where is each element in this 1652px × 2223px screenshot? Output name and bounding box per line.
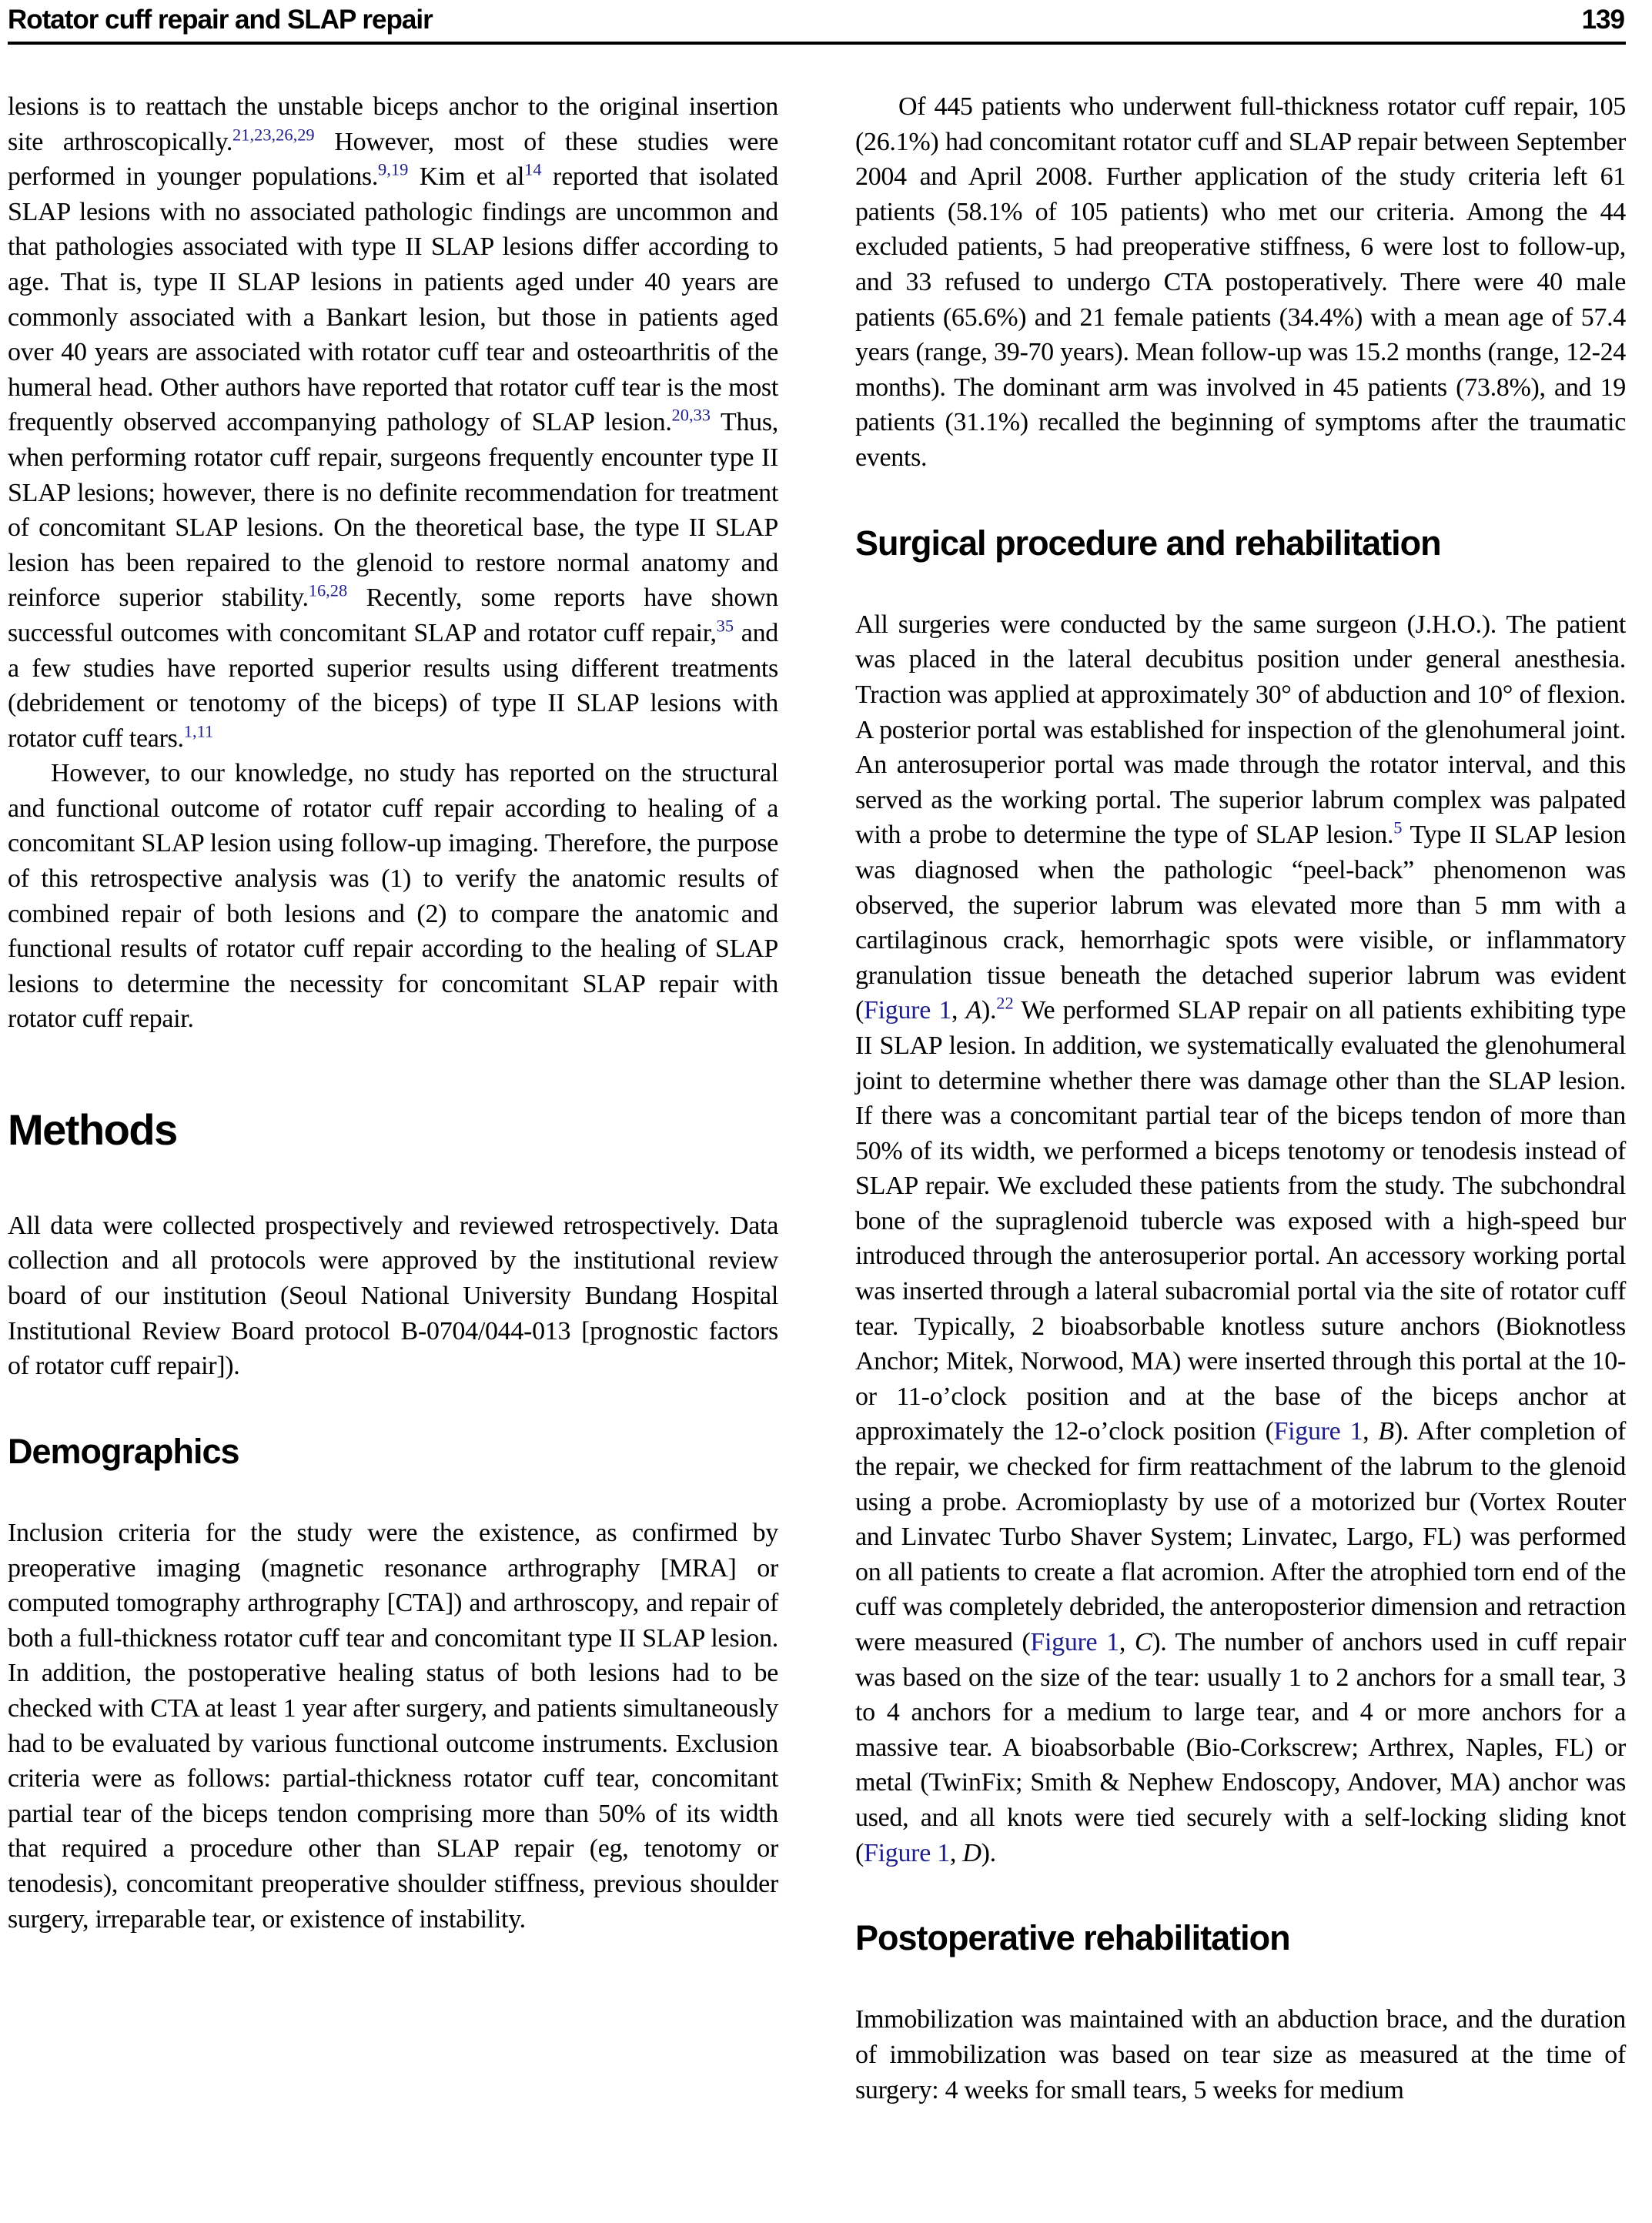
postoperative-rehabilitation-paragraph [855, 2002, 1626, 2108]
reference-superscript-link[interactable]: 20,33 [671, 406, 711, 426]
body-text: All surgeries were conducted by the same surgeon (J.H.O.). The patient was placed in the lateral decubitus position under general anesthesia. Traction was applied at approximately 30° of abduction and 10° of flexion. A posterior portal was established for inspection of the glenohumeral joint. An anterosuperior portal was made through the rotator interval, and this served as the working portal. The superior labrum complex was palpated with a probe to determine the type of SLAP lesion. [855, 610, 1626, 850]
figure-panel-letter: C [1134, 1628, 1152, 1656]
reference-superscript-link[interactable]: 22 [996, 993, 1014, 1013]
body-text: However, to our knowledge, no study has reported on the structural and functional outcome of rotator cuff repair according to healing of a concomitant SLAP lesion using follow-up imaging. Therefore, the purpose of this retrospective analysis was (1) to verify the anatomic results of combined repair of both lesions and (2) to compare the anatomic and functional results of rotator cuff repair according to the healing of SLAP lesions to determine the necessity for concomitant SLAP repair with rotator cuff repair. [8, 759, 778, 1034]
running-head-title: Rotator cuff repair and SLAP repair [8, 5, 433, 35]
body-text: Of 445 patients who underwent full-thickness rotator cuff repair, 105 (26.1%) had concomitant rotator cuff and SLAP repair between September 2004 and April 2008. Further application of the study criteria left 61 patients (58.1% of 105 patients) who met our criteria. Among the 44 excluded patients, 5 had preoperative stiffness, 6 were lost to follow-up, and 33 refused to undergo CTA postoperatively. There were 40 male patients (65.6%) and 21 female patients (34.4%) with a mean age of 57.4 years (range, 39-70 years). Mean follow-up was 15.2 months (range, 12-24 months). The dominant arm was involved in 45 patients (73.8%), and 19 patients (31.1%) recalled the beginning of symptoms after the traumatic events. [855, 92, 1626, 472]
body-text: reported that isolated SLAP lesions with no associated pathologic findings are uncommon and that pathologies associated with type II SLAP lesions differ according to age. That is, type II SLAP lesions in patients aged under 40 years are commonly associated with a Bankart lesion, but those in patients aged over 40 years are associated with rotator cuff tear and osteoarthritis of the humeral head. Other authors have reported that rotator cuff tear is the most frequently observed accompanying pathology of SLAP lesion. [8, 162, 778, 437]
body-text: Thus, when performing rotator cuff repair, surgeons frequently encounter type II SLAP lesions; however, there is no definite recommendation for treatment of concomitant SLAP lesions. On the theoretical base, the type II SLAP lesion has been repaired to the glenoid to restore normal anatomy and reinforce superior stability. [8, 408, 778, 613]
patient-cohort-paragraph [855, 89, 1626, 476]
right-column [855, 89, 1626, 2108]
body-text: lesions is to reattach the unstable biceps anchor to the original insertion site arthroscopically. [8, 92, 778, 156]
body-text: , [1363, 1417, 1379, 1446]
body-text: We performed SLAP repair on all patients exhibiting type II SLAP lesion. In addition, we systematically evaluated the glenohumeral joint to determine whether there was damage other than the SLAP lesion. If there was a concomitant partial tear of the biceps tendon of more than 50% of its width, we performed a biceps tenotomy or tenodesis instead of SLAP repair. We excluded these patients from the study. The subchondral bone of the supraglenoid tubercle was exposed with a high-speed bur introduced through the anterosuperior portal. An accessory working portal was inserted through a lateral subacromial portal via the site of rotator cuff tear. Typically, 2 bioabsorbable knotless suture anchors (Bioknotless Anchor; Mitek, Norwood, MA) were inserted through this portal at the 10- or 11-o’clock position and at the base of the biceps anchor at approximately the 12-o’clock position ( [855, 996, 1626, 1446]
postoperative-rehabilitation-heading: Postoperative rehabilitation [855, 1918, 1290, 1958]
body-text: All data were collected prospectively and reviewed retrospectively. Data collection and all protocols were approved by the institutional review board of our institution (Seoul National University Bundang Hospital Institutional Review Board protocol B-0704/044-013 [prognostic factors of rotator cuff repair]). [8, 1211, 778, 1381]
body-text: ). [982, 996, 997, 1025]
body-text: Recently, some reports have shown successful outcomes with concomitant SLAP and rotator cuff repair, [8, 583, 778, 647]
intro-continuation-paragraph [8, 89, 778, 756]
left-column [8, 89, 778, 2108]
body-text: , [951, 996, 966, 1025]
body-text: and a few studies have reported superior results using different treatments (debridement or tenotomy of the biceps) of type II SLAP lesions with rotator cuff tears. [8, 618, 778, 753]
purpose-paragraph [8, 756, 778, 1037]
page-number: 139 [1581, 5, 1624, 35]
methods-paragraph [8, 1208, 778, 1384]
reference-superscript-link[interactable]: 1,11 [183, 721, 214, 741]
reference-superscript-link[interactable]: 21,23,26,29 [232, 125, 315, 145]
figure-crossreference-link[interactable]: Figure 1 [864, 1838, 950, 1867]
figure-crossreference-link[interactable]: Figure 1 [864, 996, 952, 1025]
reference-superscript-link[interactable]: 35 [716, 616, 734, 636]
methods-heading: Methods [8, 1105, 177, 1155]
body-text: Inclusion criteria for the study were the existence, as confirmed by preoperative imaging (magnetic resonance arthrography [MRA] or computed tomography arthrography [CTA]) and arthroscopy, and repair of both a full-thickness rotator cuff tear and concomitant type II SLAP lesion. In addition, the postoperative healing status of both lesions had to be checked with CTA at least 1 year after surgery, and patients simultaneously had to be evaluated by various functional outcome instruments. Exclusion criteria were as follows: partial-thickness rotator cuff tear, concomitant partial tear of the biceps tendon comprising more than 50% of its width that required a procedure other than SLAP repair (eg, tenotomy or tenodesis), concomitant preoperative shoulder stiffness, previous shoulder surgery, irreparable tear, or existence of instability. [8, 1519, 778, 1934]
figure-panel-letter: B [1378, 1417, 1394, 1446]
figure-panel-letter: A [965, 996, 982, 1025]
body-text: , [949, 1838, 963, 1867]
body-text: ). After completion of the repair, we checked for firm reattachment of the labrum to the glenoid using a probe. Acromioplasty by use of a motorized bur (Vortex Router and Linvatec Turbo Shaver System; Linvatec, Largo, FL) was performed on all patients to create a flat acromion. After the atrophied torn end of the cuff was completely debrided, the anteroposterior dimension and retraction were measured ( [855, 1417, 1627, 1656]
reference-superscript-link[interactable]: 16,28 [308, 580, 348, 600]
figure-crossreference-link[interactable]: Figure 1 [1273, 1417, 1363, 1446]
body-text: ). The number of anchors used in cuff repair was based on the size of the tear: usually 1 to 2 anchors for a small tear, 3 to 4 anchors for a medium to large tear, and 4 or more anchors for a massive tear. A bioabsorbable (Bio-Corkscrew; Arthrex, Naples, FL) or metal (TwinFix; Smith & Nephew Endoscopy, Andover, MA) anchor was used, and all knots were tied securely with a self-locking sliding knot ( [855, 1628, 1627, 1867]
two-column-body [0, 45, 1652, 2108]
body-text: Kim et al [408, 162, 525, 192]
body-text: However, most of these studies were performed in younger populations. [8, 127, 779, 192]
demographics-heading: Demographics [8, 1431, 239, 1471]
reference-superscript-link[interactable]: 14 [524, 159, 542, 179]
body-text: Immobilization was maintained with an abduction brace, and the duration of immobilization was based on tear size as measured at the time of surgery: 4 weeks for small tears, 5 weeks for medium [855, 2005, 1626, 2104]
demographics-paragraph [8, 1516, 778, 1937]
body-text: Type II SLAP lesion was diagnosed when the pathologic “peel-back” phenomenon was observed, the superior labrum was elevated more than 5 mm with a cartilaginous crack, hemorrhagic spots were visible, or inflammatory granulation tissue beneath the detached superior labrum was evident ( [855, 821, 1626, 1025]
surgical-procedure-heading: Surgical procedure and rehabilitation [855, 523, 1441, 563]
surgical-procedure-paragraph [855, 607, 1626, 1870]
reference-superscript-link[interactable]: 9,19 [378, 159, 409, 179]
figure-crossreference-link[interactable]: Figure 1 [1030, 1628, 1119, 1656]
figure-panel-letter: D [962, 1838, 982, 1867]
reference-superscript-link[interactable]: 5 [1393, 818, 1403, 838]
running-head [0, 0, 1652, 35]
body-text: ). [981, 1838, 996, 1867]
body-text: , [1119, 1628, 1135, 1656]
